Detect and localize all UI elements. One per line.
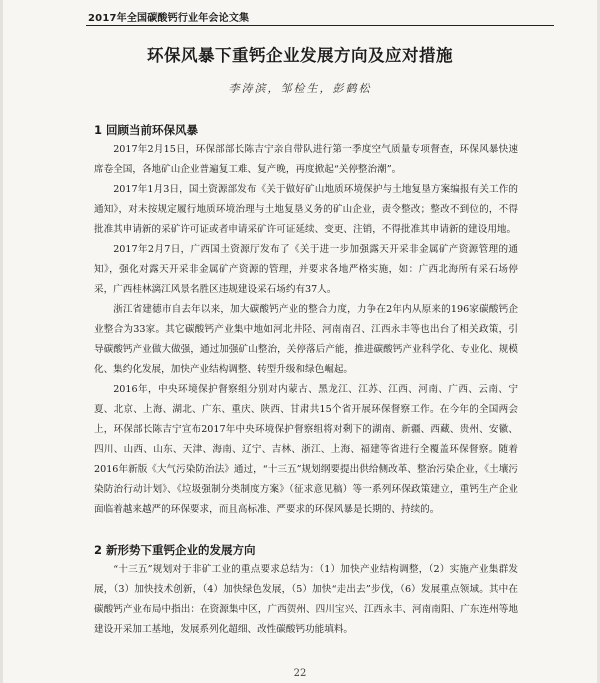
section-heading-2: 2 新形势下重钙企业的发展方向 xyxy=(94,543,256,557)
section-1-body xyxy=(94,140,518,520)
section-2-body xyxy=(94,560,518,640)
section-heading-1: 1 回顾当前环保风暴 xyxy=(94,123,199,137)
article-title: 环保风暴下重钙企业发展方向及应对措施 xyxy=(147,46,453,65)
header-divider xyxy=(86,25,554,26)
page-edge-left xyxy=(0,0,3,683)
paragraph: 2016年，中央环境保护督察组分别对内蒙古、黑龙江、江苏、江西、河南、广西、云南、宁夏、北京、上海、湖北、广东、重庆、陕西、甘肃共15个省开展环保督察工作。在今年的全国两会上，环保部长陈吉宁宣布2017年中央环境保护督察组将对剩下的湖南、新疆、西藏、贵州、安徽、四川、山西、山东、天津、海南、辽宁、吉林、浙江、上海、福建等省进行全覆盖环保督察。随着2016年新版《大气污染防治法》通过，“十三五”规划纲要提出供给侧改革、整治污染企业，《土壤污染防治行动计划》、《垃圾强制分类制度方案》（征求意见稿）等一系列环保政策建立，重钙生产企业面临着越来越严的环保要求，而且高标准、严要求的环保风暴是长期的、持续的。 xyxy=(94,384,518,515)
article-authors: 李涛滨，邹检生，彭鹤松 xyxy=(228,82,372,95)
running-header: 2017年全国碳酸钙行业年会论文集 xyxy=(88,13,250,24)
paragraph: 2017年1月3日，国土资源部发布《关于做好矿山地质环境保护与土地复垦方案编报有关工作的通知》，对未按规定履行地质环境治理与土地复垦义务的矿山企业，责令整改；整改不到位的，不得批准其申请新的采矿许可证或者申请采矿许可证延续、变更、注销，不得批准其申请新的建设用地。 xyxy=(94,184,518,235)
paragraph: 浙江省建德市自去年以来，加大碳酸钙产业的整合力度，力争在2年内从原来的196家碳酸钙企业整合为33家。其它碳酸钙产业集中地如河北井陉、河南南召、江西永丰等也出台了相关政策，引导碳酸钙产业做大做强，通过加强矿山整治，关停落后产能，推进碳酸钙产业科学化、专业化、规模化、集约化发展，加快产业结构调整、转型升级和绿色崛起。 xyxy=(94,304,518,375)
page-number: 22 xyxy=(293,668,307,679)
paragraph: “十三五”规划对于非矿工业的重点要求总结为：（1）加快产业结构调整，（2）实施产业集群发展，（3）加快技术创新，（4）加快绿色发展，（5）加快“走出去”步伐，（6）发展重点领域。其中在碳酸钙产业布局中指出：在资源集中区，广西贺州、四川宝兴、江西永丰、河南南阳、广东连州等地建设开采加工基地，发展系列化超细、改性碳酸钙功能填料。 xyxy=(94,564,518,635)
paragraph: 2017年2月7日，广西国土资源厅发布了《关于进一步加强露天开采非金属矿产资源管理的通知》，强化对露天开采非金属矿产资源的管理，并要求各地严格实施，如：广西北海所有采石场停采，广西桂林漓江风景名胜区违规建设采石场约有37人。 xyxy=(94,244,518,295)
paragraph: 2017年2月15日，环保部部长陈吉宁亲自带队进行第一季度空气质量专项督查，环保风暴快速席卷全国，各地矿山企业普遍复工难、复产晚，再度掀起“关停整治潮”。 xyxy=(94,144,518,175)
